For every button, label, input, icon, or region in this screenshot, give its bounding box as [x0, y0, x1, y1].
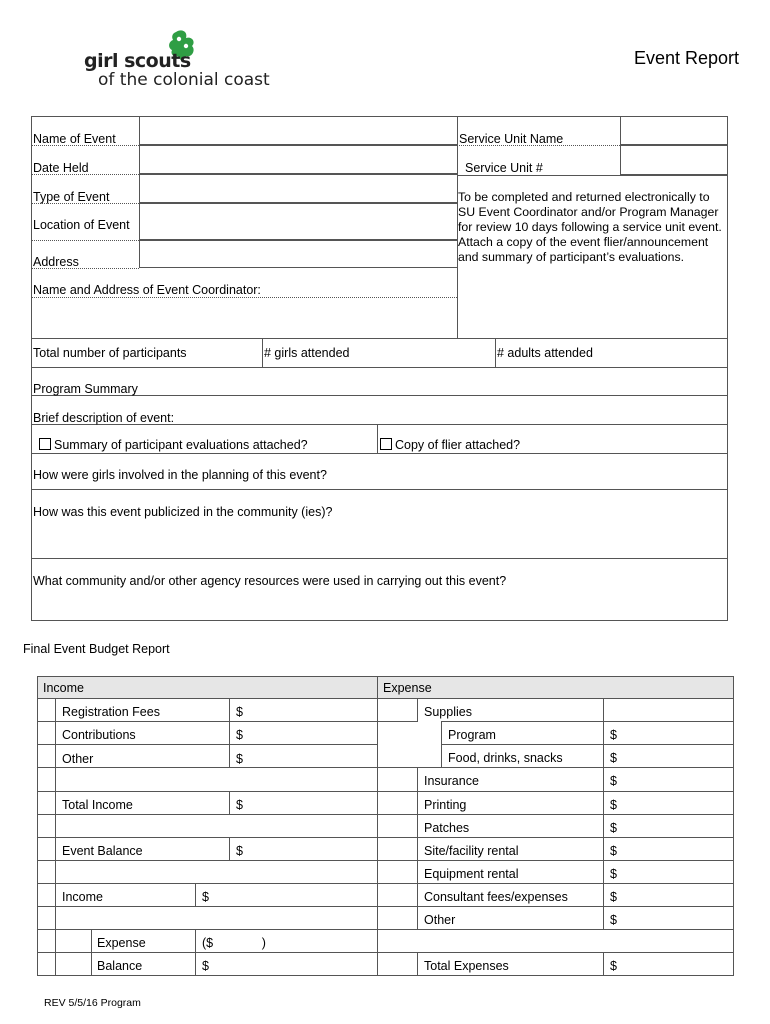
patches-dollar: $	[610, 821, 617, 835]
site-label: Site/facility rental	[424, 844, 519, 858]
program-summary-label: Program Summary	[33, 382, 138, 396]
total-participants-label: Total number of participants	[33, 346, 187, 360]
flier-checkbox[interactable]	[380, 438, 392, 450]
expense-header: Expense	[383, 681, 432, 695]
printing-label: Printing	[424, 798, 467, 812]
address-label: Address	[33, 255, 79, 269]
coordinator-label: Name and Address of Event Coordinator:	[33, 283, 261, 297]
date-held-label: Date Held	[33, 161, 89, 175]
publicized-question: How was this event publicized in the community (ies)?	[33, 505, 333, 519]
registration-label: Registration Fees	[62, 705, 160, 719]
name-of-event-field[interactable]	[139, 116, 458, 145]
printing-dollar: $	[610, 798, 617, 812]
total-expenses-label: Total Expenses	[424, 959, 509, 973]
event-balance-dollar: $	[236, 844, 243, 858]
service-unit-name-field[interactable]	[620, 116, 728, 145]
service-unit-num-field[interactable]	[620, 145, 728, 175]
supplies-label: Supplies	[424, 705, 472, 719]
insurance-label: Insurance	[424, 774, 479, 788]
summary-attached	[39, 438, 308, 452]
income-summary-label: Income	[62, 890, 103, 904]
type-of-event-label: Type of Event	[33, 190, 110, 204]
contributions-label: Contributions	[62, 728, 136, 742]
location-label: Location of Event	[33, 218, 130, 232]
type-of-event-field[interactable]	[139, 174, 458, 203]
consultant-label: Consultant fees/expenses	[424, 890, 568, 904]
income-summary-dollar: $	[202, 890, 209, 904]
contributions-dollar: $	[236, 728, 243, 742]
girls-involved-question: How were girls involved in the planning of this event?	[33, 468, 327, 482]
flier-attached	[380, 438, 520, 452]
site-dollar: $	[610, 844, 617, 858]
other-income-label: Other	[62, 752, 94, 766]
resources-question: What community and/or other agency resources were used in carrying out this event?	[33, 574, 507, 588]
patches-label: Patches	[424, 821, 470, 835]
page-title: Event Report	[634, 48, 740, 68]
other-expense-dollar: $	[610, 913, 617, 927]
summary-checkbox[interactable]	[39, 438, 51, 450]
equipment-dollar: $	[610, 867, 617, 881]
total-income-label: Total Income	[62, 798, 133, 812]
total-expenses-dollar: $	[610, 959, 617, 973]
program-label: Program	[448, 728, 496, 742]
insurance-dollar: $	[610, 774, 617, 788]
instruction-line: To be completed and returned electronically to	[458, 190, 710, 204]
adults-attended-label: # adults attended	[497, 346, 593, 360]
location-field[interactable]	[139, 203, 458, 240]
income-header: Income	[43, 681, 84, 695]
event-balance-label: Event Balance	[62, 844, 143, 858]
food-label: Food, drinks, snacks	[448, 751, 563, 765]
registration-dollar: $	[236, 705, 243, 719]
brief-description-label: Brief description of event:	[33, 411, 175, 425]
instruction-line: and summary of participant’s evaluations.	[458, 250, 685, 264]
instructions	[458, 190, 728, 265]
balance-label: Balance	[97, 959, 143, 973]
other-income-dollar: $	[236, 752, 243, 766]
revision-footer: REV 5/5/16 Program	[44, 997, 141, 1009]
equipment-label: Equipment rental	[424, 867, 519, 881]
girls-attended-label: # girls attended	[264, 346, 350, 360]
instruction-line: Attach a copy of the event flier/announcement	[458, 235, 709, 249]
flier-attached-label: Copy of flier attached?	[395, 438, 521, 452]
service-unit-name-label: Service Unit Name	[459, 132, 564, 146]
event-form	[31, 116, 728, 621]
budget-table	[37, 676, 734, 976]
address-field[interactable]	[139, 240, 458, 268]
balance-dollar: $	[202, 959, 209, 973]
date-held-field[interactable]	[139, 145, 458, 174]
name-of-event-label: Name of Event	[33, 132, 116, 146]
service-unit-num-label: Service Unit #	[465, 161, 543, 175]
instruction-line: for review 10 days following a service unit event.	[458, 220, 722, 234]
budget-title: Final Event Budget Report	[23, 642, 170, 656]
instruction-line: SU Event Coordinator and/or Program Manager	[458, 205, 719, 219]
expense-summary-label: Expense	[97, 936, 146, 950]
expense-summary-value: ($ )	[202, 936, 266, 950]
logo-line1: girl scouts	[84, 50, 191, 72]
total-income-dollar: $	[236, 798, 243, 812]
logo	[84, 28, 274, 92]
other-expense-label: Other	[424, 913, 456, 927]
consultant-dollar: $	[610, 890, 617, 904]
food-dollar: $	[610, 751, 617, 765]
logo-line2: of the colonial coast	[98, 70, 270, 90]
program-dollar: $	[610, 728, 617, 742]
summary-attached-label: Summary of participant evaluations attached?	[54, 438, 308, 452]
